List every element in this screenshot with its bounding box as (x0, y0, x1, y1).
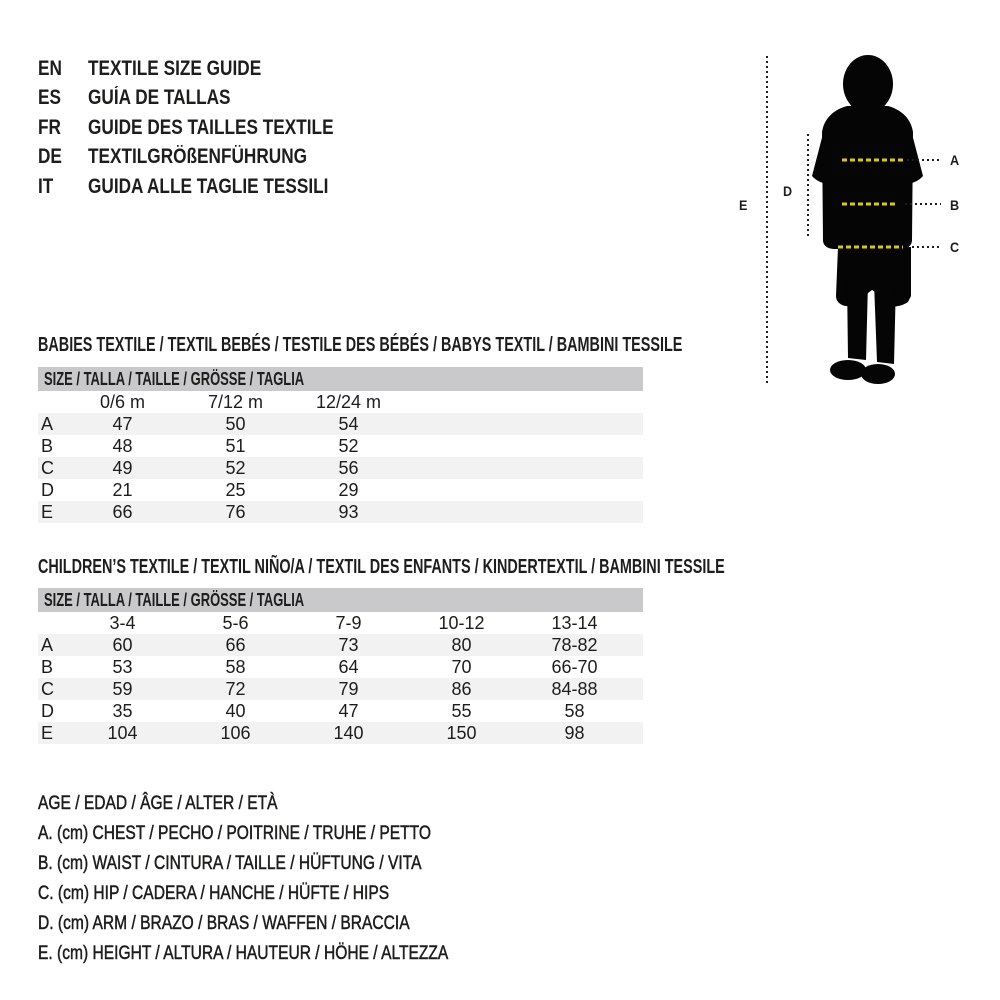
table-row: E 104 106 140 150 98 (38, 722, 643, 744)
babies-section-title: BABIES TEXTILE / TEXTIL BEBÉS / TESTILE DES BÉBÉS / BABYS TEXTIL / BAMBINI TESSILE (38, 334, 683, 356)
legend-age-line: AGE / EDAD / ÂGE / ALTER / ETÀ (38, 793, 278, 814)
measurement-legend (38, 789, 538, 969)
table-row: E 66 76 93 (38, 501, 643, 523)
children-col-10-12: 10-12 (438, 612, 485, 633)
lang-code-es: ES (38, 86, 61, 110)
children-col-3-4: 3-4 (109, 612, 136, 633)
language-title-list (38, 54, 387, 202)
table-row: C 59 72 79 86 84-88 (38, 678, 643, 700)
children-col-7-9: 7-9 (335, 612, 362, 633)
legend-waist-line: B. (cm) WAIST / CINTURA / TAILLE / HÜFTUNG / VITA (38, 853, 422, 874)
legend-hip-line: C. (cm) HIP / CADERA / HANCHE / HÜFTE / HIPS (38, 883, 390, 904)
lang-code-fr: FR (38, 115, 61, 139)
lang-title-de: TEXTILGRÖßENFÜHRUNG (88, 145, 308, 169)
lang-title-fr: GUIDE DES TAILLES TEXTILE (88, 115, 334, 139)
lang-row-de (38, 143, 387, 173)
lang-title-en: TEXTILE SIZE GUIDE (88, 56, 262, 80)
lang-code-de: DE (38, 145, 62, 169)
lang-row-fr (38, 113, 387, 143)
children-col-13-14: 13-14 (551, 612, 598, 633)
children-section-title: CHILDREN’S TEXTILE / TEXTIL NIÑO/A / TEXTIL DES ENFANTS / KINDERTEXTIL / BAMBINI TESSILE (38, 556, 725, 578)
lang-title-es: GUÍA DE TALLAS (88, 86, 231, 110)
lang-code-en: EN (38, 56, 62, 80)
babies-col-12-24m: 12/24 m (315, 391, 382, 412)
children-column-header-row (38, 612, 643, 634)
lang-row-it (38, 172, 387, 202)
babies-col-0-6m: 0/6 m (99, 391, 146, 412)
children-size-header-bar (38, 588, 643, 612)
babies-size-table (38, 367, 643, 523)
table-row: D 21 25 29 (41, 479, 359, 500)
table-row: A 47 50 54 (38, 413, 643, 435)
table-row: C 49 52 56 (38, 457, 643, 479)
legend-chest-line: A. (cm) CHEST / PECHO / POITRINE / TRUHE / PETTO (38, 823, 432, 844)
silhouette-left-foot (830, 360, 866, 380)
babies-size-header-bar (38, 367, 643, 391)
figure-label-hip: C (950, 239, 960, 255)
children-size-header-label: SIZE / TALLA / TAILLE / GRÖSSE / TAGLIA (44, 589, 305, 610)
babies-col-7-12m: 7/12 m (207, 391, 264, 412)
babies-size-header-label: SIZE / TALLA / TAILLE / GRÖSSE / TAGLIA (44, 368, 305, 389)
silhouette-right-foot (861, 364, 895, 384)
children-col-5-6: 5-6 (222, 612, 249, 633)
lang-title-it: GUIDA ALLE TAGLIE TESSILI (88, 174, 329, 198)
figure-label-arm: D (783, 183, 793, 199)
figure-label-height: E (739, 197, 748, 213)
legend-height-line: E. (cm) HEIGHT / ALTURA / HAUTEUR / HÖHE / ALTEZZA (38, 943, 449, 964)
lang-row-es (38, 84, 387, 114)
figure-label-chest: A (950, 152, 960, 168)
babies-column-header-row (38, 391, 643, 413)
lang-code-it: IT (38, 174, 54, 198)
lang-row-en (38, 54, 387, 84)
table-row: A 60 66 73 80 78-82 (38, 634, 643, 656)
table-row: B 53 58 64 70 66-70 (41, 656, 598, 677)
table-row: D 35 40 47 55 58 (41, 700, 585, 721)
figure-label-waist: B (950, 197, 960, 213)
table-row: B 48 51 52 (41, 435, 359, 456)
child-silhouette-figure (735, 40, 1000, 440)
legend-arm-line: D. (cm) ARM / BRAZO / BRAS / WAFFEN / BRACCIA (38, 913, 410, 934)
children-size-table (38, 588, 643, 744)
